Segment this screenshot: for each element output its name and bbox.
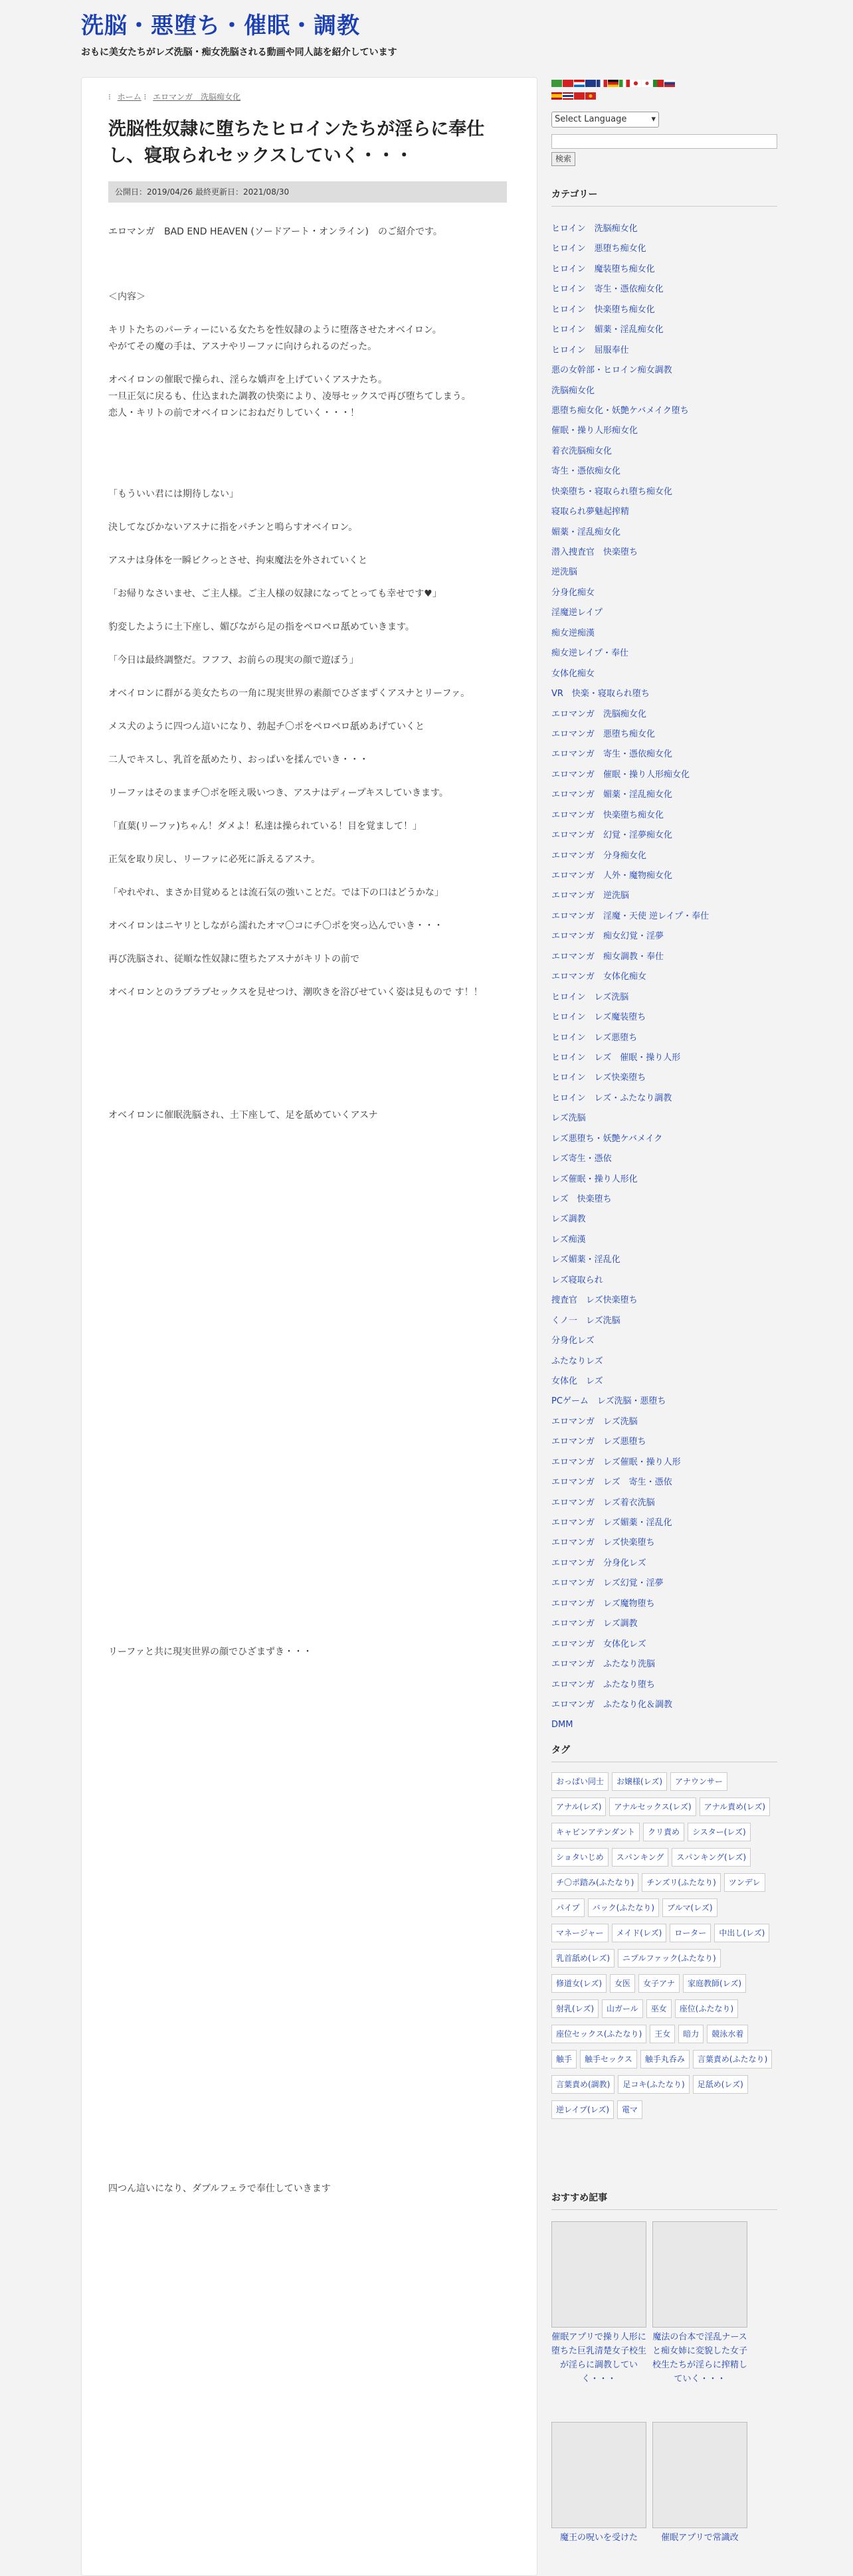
recommended-thumbnail[interactable] (652, 2422, 747, 2528)
recommended-item-title[interactable]: 催眠アプリで常識改 (661, 2533, 739, 2543)
tag-link[interactable]: アナル(レズ) (551, 1797, 606, 1816)
tag-link[interactable]: メイド(レズ) (612, 1924, 667, 1942)
category-link[interactable]: エロマンガ レズ魔物堕ち (551, 1598, 655, 1609)
category-item[interactable] (551, 927, 777, 947)
quote-line: オベイロンとのラブラブセックスを見せつけ、潮吹きを浴びせていく姿は見もので す！！ (108, 987, 483, 998)
tag-link[interactable]: アナウンサー (670, 1772, 727, 1791)
category-link[interactable]: エロマンガ 幻覚・淫夢痴女化 (551, 830, 673, 841)
category-item[interactable] (551, 1412, 777, 1432)
paragraph (108, 355, 514, 372)
category-link[interactable]: 寝取られ夢魅起搾精 (551, 507, 630, 517)
tag-cloud (551, 1772, 777, 2126)
category-item[interactable] (551, 705, 777, 725)
article-image (108, 2210, 507, 2542)
category-link[interactable]: ヒロイン レズ魔装堕ち (551, 1012, 646, 1023)
category-link[interactable]: エロマンガ 快楽堕ち痴女化 (551, 810, 664, 820)
tag-link[interactable]: 足コキ(ふたなり) (618, 2075, 689, 2094)
content-heading: ＜内容＞ (108, 292, 145, 302)
tag-link[interactable]: ショタいじめ (551, 1848, 609, 1867)
category-link[interactable]: PCゲーム レズ洗脳・悪堕ち (551, 1396, 666, 1407)
flag-spanish-icon[interactable] (551, 92, 562, 100)
category-item[interactable] (551, 1493, 777, 1513)
tag-link[interactable]: 女医 (610, 1974, 635, 1993)
category-link[interactable]: レズ洗脳 (551, 1113, 586, 1124)
category-link[interactable]: エロマンガ レズ 寄生・憑依 (551, 1477, 672, 1488)
tag-link[interactable]: 巫女 (646, 1999, 672, 2018)
recommended-thumbnail[interactable] (551, 2221, 646, 2328)
search-button[interactable]: 検索 (551, 152, 575, 166)
tag-link[interactable]: キャビンアテンダント (551, 1823, 640, 1841)
breadcrumb-home-link[interactable]: ホーム (117, 92, 142, 102)
category-item[interactable] (551, 502, 777, 522)
category-item[interactable] (551, 442, 777, 462)
article-meta: 公開日：2019/04/26 最終更新日：2021/08/30 (108, 181, 507, 203)
flag-korean-icon[interactable] (642, 80, 652, 87)
category-link[interactable]: エロマンガ レズ催眠・操り人形 (551, 1457, 681, 1467)
category-item[interactable] (551, 603, 777, 623)
category-link[interactable]: 痴女逆レイプ・奉仕 (551, 648, 628, 659)
category-link[interactable]: ヒロイン レズ悪堕ち (551, 1032, 638, 1043)
category-item[interactable] (551, 907, 777, 927)
image-caption: 四つん這いになり、ダブルフェラで奉仕していきます (108, 2183, 331, 2194)
flag-chinese-simplified-icon[interactable] (563, 80, 573, 87)
tag-link[interactable]: アナルセックス(レズ) (609, 1797, 696, 1816)
site-title[interactable]: 洗脳・悪堕ち・催眠・調教 (81, 13, 360, 39)
category-link[interactable]: 女体化痴女 (551, 668, 595, 679)
paragraph: 恋人・キリトの前でオベイロンにおねだりしていく・・・！ (108, 408, 359, 418)
quote-line: 「今日は最終調整だ。フフフ、お前らの現実の顔で遊ぼう」 (108, 655, 359, 666)
category-link[interactable]: 分身化レズ (551, 1336, 595, 1346)
tag-link[interactable]: 逆レイプ(レズ) (551, 2100, 614, 2119)
category-item[interactable] (551, 1068, 777, 1088)
category-link[interactable]: エロマンガ 分身化レズ (551, 1558, 646, 1568)
tag-link[interactable]: クリ責め (643, 1823, 684, 1841)
category-link[interactable]: エロマンガ レズ悪堕ち (551, 1437, 646, 1447)
tag-link[interactable]: 座位セックス(ふたなり) (551, 2025, 646, 2043)
paragraph: やがてその魔の手は、アスナやリーファに向けられるのだった。 (108, 341, 377, 352)
category-item[interactable] (551, 664, 777, 684)
category-item[interactable] (551, 462, 777, 482)
category-item[interactable] (551, 1675, 777, 1695)
category-link[interactable]: エロマンガ 催眠・操り人形痴女化 (551, 769, 690, 780)
flag-thai-icon[interactable] (563, 92, 573, 100)
category-item[interactable] (551, 482, 777, 502)
tag-link[interactable]: スパンキング (612, 1848, 669, 1867)
category-link[interactable]: 洗脳痴女化 (551, 385, 595, 396)
paragraph: キリトたちのパーティーにいる女たちを性奴隷のように堕落させたオベイロン。 (108, 325, 442, 335)
flag-chinese-traditional-icon[interactable] (574, 92, 585, 100)
category-link[interactable]: エロマンガ レズ着衣洗脳 (551, 1497, 655, 1508)
category-item[interactable] (551, 624, 777, 644)
image-caption: リーファと共に現実世界の顔でひざまずき・・・ (108, 1647, 313, 1657)
category-item[interactable] (551, 1008, 777, 1028)
category-item[interactable] (551, 381, 777, 401)
category-item[interactable] (551, 1473, 777, 1493)
category-link[interactable]: ヒロイン 寄生・憑依痴女化 (551, 284, 664, 295)
quote-line: 二人でキスし、乳首を舐めたり、おっぱいを揉んでいき・・・ (108, 755, 369, 765)
category-link[interactable]: エロマンガ 淫魔・天使 逆レイプ・奉仕 (551, 911, 710, 921)
category-link[interactable]: ヒロイン 媚薬・淫乱痴女化 (551, 325, 664, 335)
category-link[interactable]: ふたなりレズ (551, 1356, 603, 1366)
category-link[interactable]: エロマンガ レズ媚薬・淫乱化 (551, 1518, 672, 1528)
tag-link[interactable]: マネージャー (551, 1924, 609, 1942)
category-link[interactable]: レズ 快楽堕ち (551, 1194, 612, 1204)
category-item[interactable] (551, 1149, 777, 1169)
category-item[interactable] (551, 826, 777, 846)
tag-link[interactable]: 乳首舐め(レズ) (551, 1949, 615, 1968)
flag-portuguese-icon[interactable] (653, 80, 664, 87)
category-item[interactable] (551, 320, 777, 340)
category-link[interactable]: ヒロイン レズ 催眠・操り人形 (551, 1052, 681, 1063)
category-link[interactable]: 潜入捜査官 快楽堕ち (551, 547, 638, 557)
quote-line: オベイロンに群がる美女たちの一角に現実世界の素顔でひざまずくアスナとリーファ。 (108, 688, 470, 699)
flag-arabic-icon[interactable] (551, 80, 562, 87)
recommended-title: おすすめ記事 (551, 2191, 777, 2210)
category-item[interactable] (551, 1170, 777, 1190)
category-item[interactable] (551, 1089, 777, 1109)
category-item[interactable] (551, 806, 777, 826)
paragraph: オベイロンの催眠で操られ、淫らな嬌声を上げていくアスナたち。 (108, 375, 387, 385)
category-link[interactable]: エロマンガ 洗脳痴女化 (551, 709, 647, 719)
flag-russian-icon[interactable] (664, 80, 675, 87)
category-link[interactable]: 悪の女幹部・ヒロイン痴女調教 (551, 365, 672, 376)
category-item[interactable] (551, 1129, 777, 1149)
quote-line: 「直葉(リーファ)ちゃん！ダメよ！私達は操られている！目を覚まして！」 (108, 821, 422, 832)
category-item[interactable] (551, 785, 777, 805)
category-link[interactable]: レズ媚薬・淫乱化 (551, 1255, 620, 1265)
category-item[interactable] (551, 341, 777, 361)
category-item[interactable] (551, 725, 777, 745)
tag-link[interactable]: 王女 (650, 2025, 675, 2043)
category-link[interactable]: DMM (551, 1720, 573, 1730)
category-item[interactable] (551, 1291, 777, 1311)
category-item[interactable] (551, 644, 777, 664)
tag-link[interactable]: チ〇ポ踏み(ふたなり) (551, 1873, 638, 1892)
category-link[interactable]: 催眠・操り人形痴女化 (551, 426, 638, 436)
category-link[interactable]: エロマンガ レズ洗脳 (551, 1416, 638, 1427)
category-item[interactable] (551, 866, 777, 886)
tag-link[interactable]: 触手丸呑み (640, 2050, 690, 2069)
tag-link[interactable]: 足舐め(レズ) (693, 2075, 748, 2094)
recommended-item[interactable] (551, 2422, 646, 2545)
category-item[interactable] (551, 1695, 777, 1715)
category-link[interactable]: ヒロイン 魔装堕ち痴女化 (551, 264, 655, 274)
category-link[interactable]: レズ調教 (551, 1214, 586, 1225)
category-item[interactable] (551, 1372, 777, 1392)
category-item[interactable] (551, 1210, 777, 1230)
breadcrumb-separator-icon: ⁝ (143, 92, 147, 102)
tag-link[interactable]: アナル責め(レズ) (700, 1797, 770, 1816)
category-item[interactable] (551, 1614, 777, 1634)
language-select[interactable]: Select Language ▾ (551, 112, 659, 128)
category-link[interactable]: 淫魔逆レイプ (551, 608, 603, 618)
category-item[interactable] (551, 280, 777, 300)
image-caption: オベイロンに催眠洗脳され、土下座して、足を舐めていくアスナ (108, 1110, 378, 1121)
category-list (551, 219, 777, 1736)
language-flags (551, 77, 777, 102)
category-link[interactable]: ヒロイン 快楽堕ち痴女化 (551, 304, 655, 315)
quote-line: 「やれやれ、まさか目覚めるとは流石気の強いことだ。では下の口はどうかな」 (108, 887, 444, 898)
tag-link[interactable]: ブルマ(レズ) (662, 1898, 717, 1917)
category-item[interactable] (551, 1352, 777, 1372)
category-link[interactable]: ヒロイン レズ・ふたなり調教 (551, 1093, 672, 1103)
flag-dutch-icon[interactable] (574, 80, 585, 87)
category-link[interactable]: エロマンガ 人外・魔物痴女化 (551, 871, 673, 881)
site-header (81, 9, 779, 58)
category-link[interactable]: レズ催眠・操り人形化 (551, 1174, 638, 1184)
search-input[interactable] (551, 134, 777, 149)
category-link[interactable]: エロマンガ レズ幻覚・淫夢 (551, 1578, 664, 1589)
category-link[interactable]: ヒロイン レズ快楽堕ち (551, 1073, 646, 1083)
category-item[interactable] (551, 1190, 777, 1210)
category-item[interactable] (551, 745, 777, 765)
category-item[interactable] (551, 1574, 777, 1594)
tag-link[interactable]: お嬢様(レズ) (612, 1772, 667, 1791)
category-link[interactable]: エロマンガ レズ調教 (551, 1619, 638, 1629)
category-item[interactable] (551, 1594, 777, 1614)
category-link[interactable]: 分身化痴女 (551, 587, 595, 598)
category-link[interactable]: エロマンガ 女体化レズ (551, 1639, 646, 1649)
recommended-item[interactable] (551, 2221, 646, 2386)
category-item[interactable] (551, 1655, 777, 1675)
category-link[interactable]: エロマンガ 女体化痴女 (551, 972, 647, 982)
category-item[interactable] (551, 947, 777, 967)
category-item[interactable] (551, 765, 777, 785)
category-link[interactable]: エロマンガ 媚薬・淫乱痴女化 (551, 790, 673, 800)
category-item[interactable] (551, 260, 777, 280)
quote-line: メス犬のように四つん這いになり、勃起チ〇ポをペロペロ舐めあげていくと (108, 721, 425, 732)
breadcrumb (108, 91, 240, 102)
tag-link[interactable]: 女子アナ (638, 1974, 680, 1993)
article-main (81, 77, 537, 2576)
category-item[interactable] (551, 988, 777, 1008)
category-item[interactable] (551, 846, 777, 866)
tag-link[interactable]: 触手 (551, 2050, 577, 2069)
category-link[interactable]: 媚薬・淫乱痴女化 (551, 527, 621, 537)
tag-link[interactable]: 競泳水着 (707, 2025, 748, 2043)
tag-link[interactable]: ニプルファック(ふたなり) (618, 1949, 721, 1968)
category-link[interactable]: レズ寄生・憑依 (551, 1154, 612, 1164)
recommended-item-title[interactable]: 催眠アプリで操り人形に堕ちた巨乳清楚女子校生が淫らに調教していく・・・ (551, 2332, 647, 2384)
category-item[interactable] (551, 1453, 777, 1473)
category-item[interactable] (551, 239, 777, 259)
breadcrumb-separator-icon: ⁝ (108, 92, 111, 102)
site-description: おもに美女たちがレズ洗脳・痴女洗脳される動画や同人誌を紹介しています (81, 47, 397, 58)
tag-link[interactable]: ローター (670, 1924, 711, 1942)
quote-line: 「お帰りなさいませ、ご主人様。ご主人様の奴隷になってとっても幸せです♥」 (108, 589, 442, 599)
paragraph: 一旦正気に戻るも、仕込まれた調教の快楽により、凌辱セックスで再び堕ちてしまう。 (108, 391, 471, 402)
category-link[interactable]: エロマンガ 分身痴女化 (551, 850, 647, 861)
flag-italian-icon[interactable] (619, 80, 630, 87)
category-item[interactable] (551, 967, 777, 987)
category-link[interactable]: レズ悪堕ち・妖艶ケバメイク (551, 1133, 663, 1144)
tag-link[interactable]: 言葉責め(調教) (551, 2075, 615, 2094)
category-link[interactable]: ヒロイン 洗脳痴女化 (551, 224, 638, 234)
category-item[interactable] (551, 300, 777, 320)
category-item[interactable] (551, 1109, 777, 1129)
category-link[interactable]: 痴女逆痴漢 (551, 628, 595, 638)
category-link[interactable]: エロマンガ ふたなり洗脳 (551, 1659, 656, 1670)
category-link[interactable]: エロマンガ 痴女調教・奉仕 (551, 951, 664, 962)
tag-link[interactable]: 触手セックス (580, 2050, 637, 2069)
category-item[interactable] (551, 1513, 777, 1533)
quote-line: アスナは身体を一瞬ビクっとさせ、拘束魔法を外されていくと (108, 555, 368, 566)
quote-line: 決してなびかないアスナに指をパチンと鳴らすオベイロン。 (108, 522, 358, 533)
category-link[interactable]: エロマンガ ふたなり堕ち (551, 1679, 656, 1690)
breadcrumb-category-link[interactable]: エロマンガ 洗脳痴女化 (153, 92, 241, 102)
category-item[interactable] (551, 1715, 777, 1735)
tag-link[interactable]: 座位(ふたなり) (675, 1999, 738, 2018)
category-link[interactable]: 女体化 レズ (551, 1376, 603, 1386)
article-quotes (108, 486, 514, 1001)
category-link[interactable]: レズ寝取られ (551, 1275, 603, 1285)
category-item[interactable] (551, 1028, 777, 1048)
category-item[interactable] (551, 543, 777, 563)
category-item[interactable] (551, 1311, 777, 1331)
chevron-down-icon: ▾ (651, 114, 656, 124)
tag-link[interactable]: 言葉責め(ふたなり) (693, 2050, 772, 2069)
flag-english-icon[interactable] (585, 80, 596, 87)
article-image (108, 1672, 507, 2243)
category-item[interactable] (551, 401, 777, 421)
flag-french-icon[interactable] (597, 80, 607, 87)
category-link[interactable]: VR 快楽・寝取られ堕ち (551, 689, 650, 699)
recommended-item-title[interactable]: 魔王の呪いを受けた (559, 2533, 638, 2543)
category-item[interactable] (551, 1635, 777, 1655)
category-link[interactable]: 寄生・憑依痴女化 (551, 466, 621, 477)
tag-link[interactable]: スパンキング(レズ) (672, 1848, 751, 1867)
category-item[interactable] (551, 1392, 777, 1412)
category-link[interactable]: エロマンガ 痴女幻覚・淫夢 (551, 931, 664, 942)
category-item[interactable] (551, 1554, 777, 1574)
category-item[interactable] (551, 1271, 777, 1291)
category-item[interactable] (551, 1230, 777, 1250)
tag-link[interactable]: パイプ (551, 1898, 585, 1917)
quote-line: 豹変したように土下座し、媚びながら足の指をペロペロ舐めていきます。 (108, 622, 415, 632)
tag-link[interactable]: 電マ (617, 2100, 642, 2119)
category-item[interactable] (551, 1250, 777, 1270)
flag-vietnamese-icon[interactable] (585, 92, 596, 100)
recommended-item[interactable] (652, 2221, 747, 2386)
category-link[interactable]: 逆洗脳 (551, 567, 578, 578)
category-link[interactable]: 快楽堕ち・寝取られ堕ち痴女化 (551, 486, 673, 497)
tag-link[interactable]: ツンデレ (724, 1873, 765, 1892)
tag-link[interactable]: 修道女(レズ) (551, 1974, 607, 1993)
flag-german-icon[interactable] (608, 80, 618, 87)
category-item[interactable] (551, 1432, 777, 1452)
category-item[interactable] (551, 563, 777, 583)
category-link[interactable]: エロマンガ 逆洗脳 (551, 891, 630, 901)
category-link[interactable]: エロマンガ レズ快楽堕ち (551, 1538, 655, 1548)
category-link[interactable]: ヒロイン レズ洗脳 (551, 992, 629, 1002)
category-link[interactable]: レズ痴漢 (551, 1234, 586, 1245)
category-item[interactable] (551, 1331, 777, 1351)
tag-link[interactable]: バック(ふたなり) (588, 1898, 659, 1917)
tag-link[interactable]: シスター(レズ) (688, 1823, 751, 1841)
flag-japanese-icon[interactable] (630, 80, 641, 87)
category-link[interactable]: ヒロイン 悪堕ち痴女化 (551, 244, 646, 254)
category-link[interactable]: エロマンガ ふたなり化＆調教 (551, 1699, 673, 1710)
quote-line: リーファはそのままチ〇ポを咥え吸いつき、アスナはディープキスしていきます。 (108, 788, 448, 798)
quote-line: 再び洗脳され、従順な性奴隷に堕ちたアスナがキリトの前で (108, 954, 359, 965)
tag-link[interactable]: おっぱい同士 (551, 1772, 609, 1791)
recommended-item[interactable] (652, 2422, 747, 2545)
tag-link[interactable]: チンズリ(ふたなり) (642, 1873, 720, 1892)
category-link[interactable]: ヒロイン 屈服奉仕 (551, 345, 629, 355)
tag-link[interactable]: 中出し(レズ) (714, 1924, 769, 1942)
recommended-thumbnail[interactable] (652, 2221, 747, 2328)
category-link[interactable]: 着衣洗脳痴女化 (551, 446, 613, 456)
tag-link[interactable]: 家庭教師(レズ) (683, 1974, 746, 1993)
tags-title: タグ (551, 1743, 777, 1762)
categories-title: カテゴリー (551, 187, 777, 207)
category-item[interactable] (551, 684, 777, 704)
category-link[interactable]: エロマンガ 悪堕ち痴女化 (551, 729, 656, 739)
category-item[interactable] (551, 361, 777, 381)
tag-link[interactable]: 射乳(レズ) (551, 1999, 599, 2018)
tag-link[interactable]: 山ガール (602, 1999, 643, 2018)
quote-line: オベイロンはニヤリとしながら濡れたオマ〇コにチ〇ポを突っ込んでいき・・・ (108, 921, 443, 931)
recommended-item-title[interactable]: 魔法の台本で淫乱ナースと痴女姉に変貌した女子校生たちが淫らに搾精していく・・・ (652, 2332, 748, 2384)
category-item[interactable] (551, 1533, 777, 1553)
article-intro: エロマンガ BAD END HEAVEN (ソードアート・オンライン) のご紹介です。 (108, 227, 442, 237)
quote-line: 正気を取り戻し、リーファに必死に訴えるアスナ。 (108, 854, 321, 865)
category-item[interactable] (551, 1048, 777, 1068)
category-item[interactable] (551, 583, 777, 603)
article-image (108, 1134, 507, 1705)
recommended-thumbnail[interactable] (551, 2422, 646, 2528)
category-link[interactable]: エロマンガ 寄生・憑依痴女化 (551, 749, 673, 760)
tag-link[interactable]: 暗力 (678, 2025, 704, 2043)
category-link[interactable]: くノ一 レズ洗脳 (551, 1315, 620, 1326)
article-paragraphs (108, 322, 514, 422)
category-item[interactable] (551, 421, 777, 441)
quote-line: 「もういい君には期待しない」 (108, 489, 238, 500)
category-item[interactable] (551, 523, 777, 543)
category-item[interactable] (551, 219, 777, 239)
category-link[interactable]: 捜査官 レズ快楽堕ち (551, 1295, 638, 1306)
article-title: 洗脳性奴隷に堕ちたヒロインたちが淫らに奉仕し、寝取られセックスしていく・・・ (108, 119, 485, 166)
category-link[interactable]: 悪堕ち痴女化・妖艶ケバメイク堕ち (551, 405, 689, 416)
category-item[interactable] (551, 886, 777, 906)
